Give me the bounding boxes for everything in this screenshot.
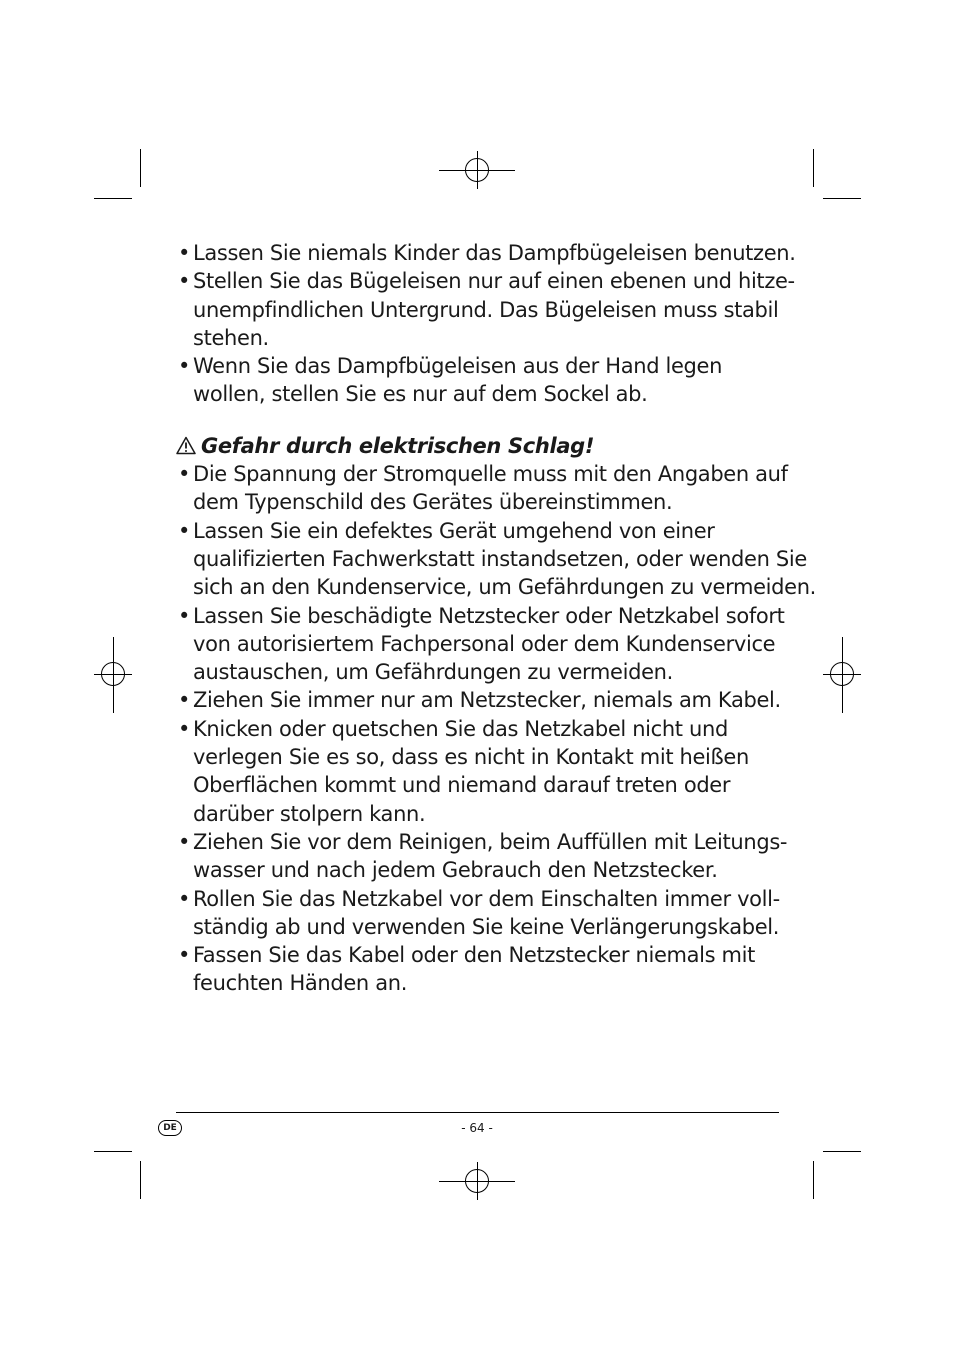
list-item xyxy=(176,885,786,942)
list-item-line: austauschen, um Gefährdungen zu vermeiden. xyxy=(193,660,673,685)
list-item-line: wollen, stellen Sie es nur auf dem Sockel ab. xyxy=(193,382,648,407)
list-item-line: darüber stolpern kann. xyxy=(193,801,426,826)
list-item-line: von autorisiertem Fachpersonal oder dem Kundenservice xyxy=(193,631,776,656)
list-item-line: Stellen Sie das Bügeleisen nur auf einen ebenen und hitze- xyxy=(193,269,795,294)
list-item-line: verlegen Sie es so, dass es nicht in Kontakt mit heißen xyxy=(193,745,749,770)
list-item xyxy=(176,267,795,352)
list-item-line: Die Spannung der Stromquelle muss mit den Angaben auf xyxy=(193,462,788,487)
safety-list-electric xyxy=(176,460,816,998)
footer-divider xyxy=(176,1112,779,1113)
list-item-line: stehen. xyxy=(193,325,269,350)
list-item-line: Lassen Sie ein defektes Gerät umgehend von einer xyxy=(193,518,715,543)
language-badge: DE xyxy=(158,1120,182,1136)
list-item-line: Lassen Sie beschädigte Netzstecker oder Netzkabel sofort xyxy=(193,603,785,628)
list-item xyxy=(176,715,786,828)
list-item-line: dem Typenschild des Gerätes übereinstimmen. xyxy=(193,490,673,515)
list-item-line: Lassen Sie niemals Kinder das Dampfbügeleisen benutzen. xyxy=(193,241,796,265)
page-number: - 64 - xyxy=(461,1121,493,1135)
list-item xyxy=(176,686,786,714)
list-item-line: Wenn Sie das Dampfbügeleisen aus der Hand legen xyxy=(193,354,723,379)
list-item xyxy=(176,517,816,602)
list-item-line: ständig ab und verwenden Sie keine Verlängerungskabel. xyxy=(193,914,780,939)
list-item-line: feuchten Händen an. xyxy=(193,971,408,996)
list-item-line: Rollen Sie das Netzkabel vor dem Einschalten immer voll- xyxy=(193,886,780,911)
list-item-line: Fassen Sie das Kabel oder den Netzstecker niemals mit xyxy=(193,943,756,968)
page-content xyxy=(176,239,816,998)
list-item-line: unempfindlichen Untergrund. Das Bügeleisen muss stabil xyxy=(193,297,779,322)
list-item-line: Oberflächen kommt und niemand darauf treten oder xyxy=(193,773,731,798)
list-item xyxy=(176,239,796,267)
list-item-line: wasser und nach jedem Gebrauch den Netzstecker. xyxy=(193,858,718,883)
list-item-line: Ziehen Sie immer nur am Netzstecker, niemals am Kabel. xyxy=(193,688,781,713)
warning-triangle-icon xyxy=(176,436,196,455)
list-item xyxy=(176,352,786,409)
safety-list-general xyxy=(176,239,796,409)
list-item-line: Knicken oder quetschen Sie das Netzkabel nicht und xyxy=(193,716,728,741)
list-item-line: Ziehen Sie vor dem Reinigen, beim Auffüllen mit Leitungs- xyxy=(193,829,788,854)
list-item xyxy=(176,460,786,517)
list-item-line: sich an den Kundenservice, um Gefährdungen zu vermeiden. xyxy=(193,575,816,600)
list-item-line: qualifizierten Fachwerkstatt instandsetzen, oder wenden Sie xyxy=(193,546,807,571)
list-item xyxy=(176,602,786,687)
list-item xyxy=(176,828,786,885)
section-heading-text: Gefahr durch elektrischen Schlag! xyxy=(201,433,595,458)
section-heading xyxy=(176,432,786,460)
list-item xyxy=(176,941,786,998)
